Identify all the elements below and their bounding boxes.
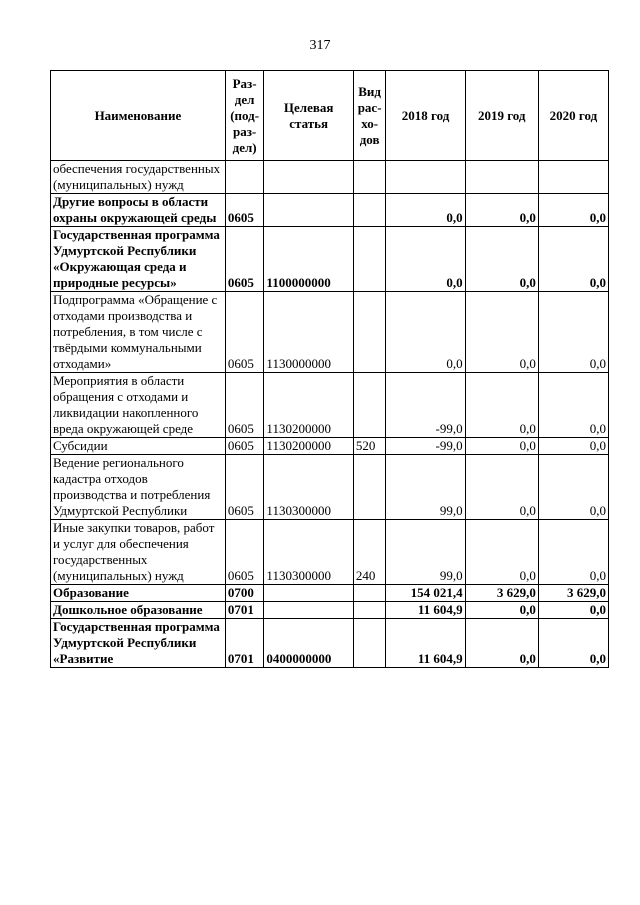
cell-name: Другие вопросы в области охраны окружающей среды (51, 194, 226, 227)
cell-target: 1130200000 (264, 438, 353, 455)
cell-y2020 (538, 161, 608, 194)
cell-y2019: 0,0 (465, 227, 538, 292)
cell-y2020: 0,0 (538, 602, 608, 619)
cell-name: Дошкольное образование (51, 602, 226, 619)
cell-y2018: 99,0 (386, 455, 465, 520)
cell-target: 1130200000 (264, 373, 353, 438)
cell-y2020: 0,0 (538, 438, 608, 455)
cell-section: 0605 (225, 520, 264, 585)
cell-y2020: 0,0 (538, 455, 608, 520)
cell-y2020: 0,0 (538, 227, 608, 292)
header-2019: 2019 год (465, 71, 538, 161)
header-2020: 2020 год (538, 71, 608, 161)
cell-expense (353, 194, 386, 227)
cell-y2018: 11 604,9 (386, 619, 465, 668)
cell-y2020: 3 629,0 (538, 585, 608, 602)
table-row (51, 455, 609, 520)
cell-y2020: 0,0 (538, 520, 608, 585)
cell-expense (353, 227, 386, 292)
table-row (51, 161, 609, 194)
cell-y2018: 0,0 (386, 194, 465, 227)
cell-name: Образование (51, 585, 226, 602)
cell-section: 0605 (225, 455, 264, 520)
cell-expense (353, 373, 386, 438)
cell-target: 1130300000 (264, 455, 353, 520)
cell-name: Государственная программа Удмуртской Республики «Развитие (51, 619, 226, 668)
cell-y2019: 0,0 (465, 455, 538, 520)
header-section: Раз- дел (под- раз- дел) (225, 71, 264, 161)
cell-y2018: -99,0 (386, 373, 465, 438)
cell-name: Мероприятия в области обращения с отходами и ликвидации накопленного вреда окружающей среде (51, 373, 226, 438)
cell-y2018: 0,0 (386, 292, 465, 373)
cell-target (264, 602, 353, 619)
cell-y2019: 0,0 (465, 619, 538, 668)
table-row (51, 438, 609, 455)
cell-y2019: 0,0 (465, 292, 538, 373)
header-target: Целевая статья (264, 71, 353, 161)
cell-y2018: 154 021,4 (386, 585, 465, 602)
table-row (51, 194, 609, 227)
cell-y2020: 0,0 (538, 619, 608, 668)
cell-section: 0605 (225, 194, 264, 227)
table-row (51, 292, 609, 373)
table-row (51, 619, 609, 668)
cell-y2019 (465, 161, 538, 194)
cell-target (264, 585, 353, 602)
cell-section: 0701 (225, 602, 264, 619)
table-row (51, 520, 609, 585)
cell-expense (353, 292, 386, 373)
cell-y2019: 0,0 (465, 373, 538, 438)
cell-name: обеспечения государственных (муниципальных) нужд (51, 161, 226, 194)
cell-section: 0605 (225, 292, 264, 373)
header-2018: 2018 год (386, 71, 465, 161)
cell-expense: 240 (353, 520, 386, 585)
cell-name: Государственная программа Удмуртской Республики «Окружающая среда и природные ресурсы» (51, 227, 226, 292)
cell-section: 0605 (225, 227, 264, 292)
cell-expense (353, 619, 386, 668)
cell-y2020: 0,0 (538, 373, 608, 438)
table-row (51, 602, 609, 619)
budget-table (50, 70, 609, 668)
cell-section: 0701 (225, 619, 264, 668)
cell-name: Иные закупки товаров, работ и услуг для обеспечения государственных (муниципальных) нужд (51, 520, 226, 585)
cell-section: 0700 (225, 585, 264, 602)
cell-target: 1130000000 (264, 292, 353, 373)
cell-y2018 (386, 161, 465, 194)
header-name: Наименование (51, 71, 226, 161)
cell-y2020: 0,0 (538, 194, 608, 227)
cell-y2020: 0,0 (538, 292, 608, 373)
cell-y2019: 0,0 (465, 194, 538, 227)
cell-y2019: 0,0 (465, 438, 538, 455)
cell-name: Подпрограмма «Обращение с отходами производства и потребления, в том числе с твёрдыми коммунальными отходами» (51, 292, 226, 373)
cell-expense (353, 602, 386, 619)
cell-target: 1100000000 (264, 227, 353, 292)
cell-target (264, 161, 353, 194)
table-row (51, 227, 609, 292)
cell-section: 0605 (225, 373, 264, 438)
header-row (51, 71, 609, 161)
cell-section (225, 161, 264, 194)
cell-y2019: 3 629,0 (465, 585, 538, 602)
cell-y2019: 0,0 (465, 520, 538, 585)
cell-y2019: 0,0 (465, 602, 538, 619)
cell-y2018: 99,0 (386, 520, 465, 585)
cell-expense (353, 585, 386, 602)
cell-expense: 520 (353, 438, 386, 455)
cell-target: 0400000000 (264, 619, 353, 668)
cell-y2018: 0,0 (386, 227, 465, 292)
cell-target (264, 194, 353, 227)
cell-target: 1130300000 (264, 520, 353, 585)
cell-y2018: -99,0 (386, 438, 465, 455)
cell-expense (353, 455, 386, 520)
cell-name: Субсидии (51, 438, 226, 455)
cell-expense (353, 161, 386, 194)
page-number: 317 (309, 38, 331, 53)
table-row (51, 585, 609, 602)
cell-section: 0605 (225, 438, 264, 455)
cell-name: Ведение регионального кадастра отходов производства и потребления Удмуртской Республики (51, 455, 226, 520)
table-row (51, 373, 609, 438)
header-expense: Вид рас- хо- дов (353, 71, 386, 161)
cell-y2018: 11 604,9 (386, 602, 465, 619)
